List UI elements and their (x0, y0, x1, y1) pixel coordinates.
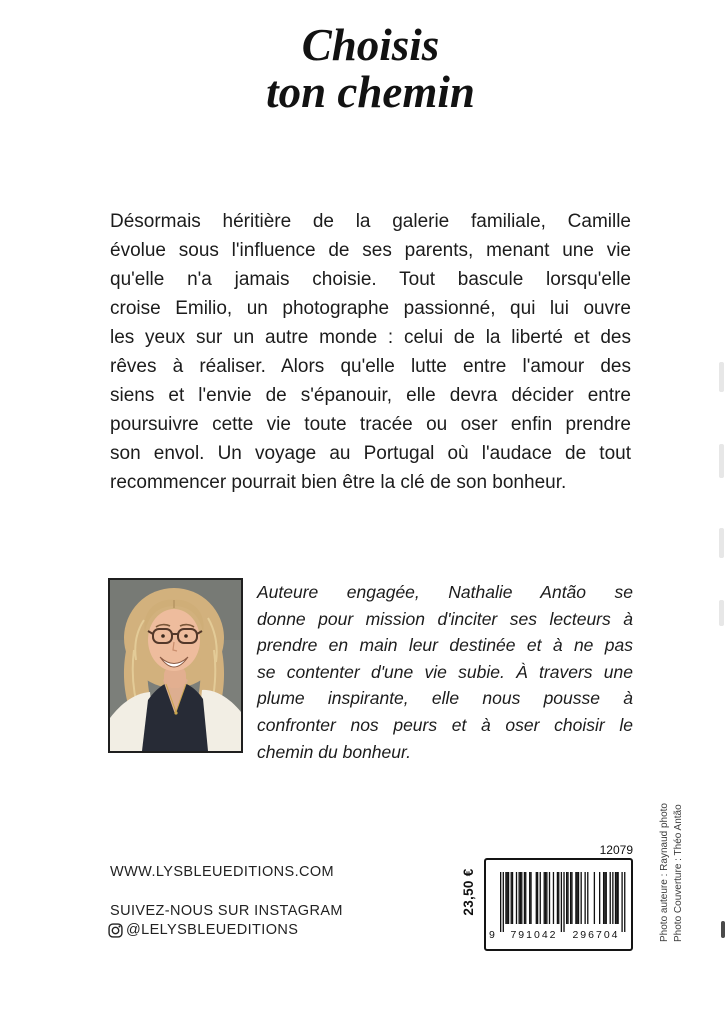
isbn-digits-left: 791042 (510, 929, 558, 941)
book-title-line1: Choisis (301, 20, 440, 70)
book-title (110, 22, 631, 116)
page-edge-artifact (719, 362, 724, 392)
text-line: confronter nos peurs et à oser choisir le (257, 714, 633, 735)
text-line: poursuivre cette vie toute tracée ou oser enfin prendre (110, 414, 631, 435)
isbn-digits-right: 296704 (572, 929, 620, 941)
text-line: donne pour mission d'inciter ses lecteurs à (257, 608, 633, 629)
text-line: plume inspirante, elle nous pousse à (257, 688, 633, 709)
text-line: évolue sous l'influence de ses parents, menant une vie (110, 240, 631, 261)
text-line: recommencer pourrait bien être la clé de son bonheur. (110, 472, 567, 493)
instagram-handle-row (108, 922, 298, 938)
text-line: rêves à réaliser. Alors qu'elle lutte entre l'amour des (110, 356, 631, 377)
text-line: son envol. Un voyage au Portugal où l'audace de tout (110, 443, 631, 464)
text-line: Désormais héritière de la galerie familiale, Camille (110, 211, 631, 232)
text-line: Auteure engagée, Nathalie Antão se (257, 582, 633, 602)
synopsis (110, 207, 631, 497)
author-photo (108, 578, 243, 753)
instagram-cta: SUIVEZ-NOUS SUR INSTAGRAM (110, 903, 343, 919)
text-line: siens et l'envie de s'épanouir, elle devra décider entre (110, 385, 631, 406)
publisher-website: WWW.LYSBLEUEDITIONS.COM (110, 864, 335, 880)
photo-author-credit: Photo auteure : Raynaud photo (659, 803, 670, 942)
instagram-icon (108, 923, 123, 938)
instagram-handle: @LELYSBLEUEDITIONS (126, 922, 299, 938)
page-edge-artifact (719, 528, 724, 558)
page-edge-artifact (721, 921, 725, 938)
author-bio (257, 579, 633, 765)
ean13-barcode (500, 872, 626, 934)
text-line: se contenter d'une vie subie. À travers une (257, 661, 633, 682)
author-portrait-illustration (110, 580, 241, 751)
page-edge-artifact (719, 600, 724, 626)
isbn-digit-prefix: 9 (489, 929, 497, 941)
print-ref-number: 12079 (599, 843, 633, 857)
text-line: les yeux sur un autre monde : celui de la liberté et des (110, 327, 631, 348)
page-edge-artifact (719, 444, 724, 478)
text-line: qu'elle n'a jamais choisie. Tout bascule lorsqu'elle (110, 269, 631, 290)
book-title-line2: ton chemin (266, 67, 475, 117)
barcode-box (484, 858, 633, 951)
photo-cover-credit: Photo Couverture : Théo Antão (673, 804, 684, 942)
text-line: chemin du bonheur. (257, 741, 412, 762)
text-line: prendre en main leur destinée et à ne pas (257, 635, 633, 656)
text-line: croise Emilio, un photographe passionné, qui lui ouvre (110, 298, 631, 319)
price-label: 23,50 € (461, 868, 476, 916)
